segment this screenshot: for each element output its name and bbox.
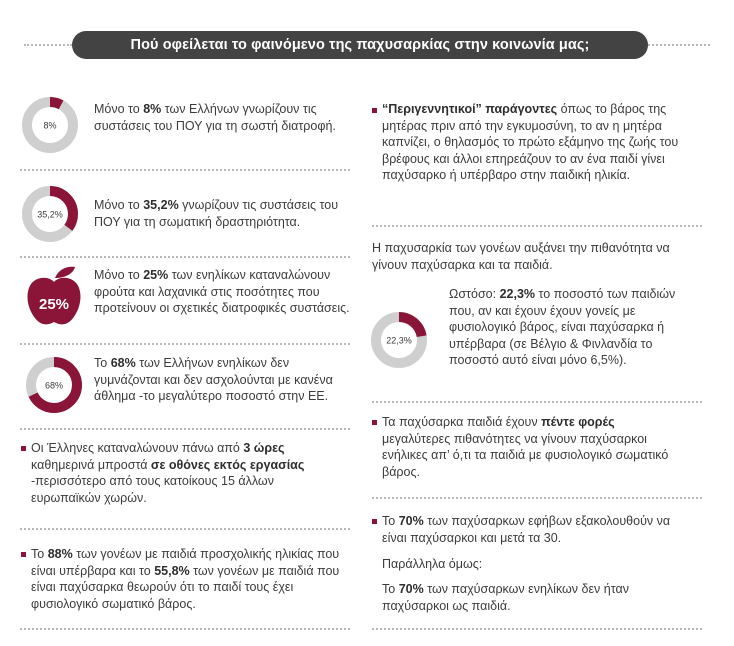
divider bbox=[372, 497, 702, 499]
parents-obesity-text: Η παχυσαρκία των γονέων αυξάνει την πιθανότητα να γίνουν παχύσαρκα και τα παιδιά. bbox=[372, 241, 670, 272]
bullet-marker bbox=[21, 446, 26, 451]
stat-25-text: Μόνο το 25% των ενηλίκων καταναλώνουν φρούτα και λαχανικά στις ποσότητες που προτείνουν οι σχετικές διατροφικές συστάσεις. bbox=[94, 268, 350, 315]
five-times-text: Τα παχύσαρκα παιδιά έχουν πέντε φορές μεγαλύτερες πιθανότητες να γίνουν παχύσαρκοι ενήλικες απ’ ό,τι τα παιδιά με φυσιολογικό σωματικό βάρος. bbox=[382, 415, 669, 479]
screen-time-text: Οι Έλληνες καταναλώνουν πάνω από 3 ώρες καθημερινά μπροστά σε οθόνες εκτός εργασίας -περισσότερο από τους κατοίκους 15 άλλων ευρωπαϊκών χωρών. bbox=[31, 441, 305, 505]
bullet-marker bbox=[21, 552, 26, 557]
divider bbox=[20, 628, 350, 630]
donut-chart-68 bbox=[25, 356, 83, 414]
bullet-marker bbox=[372, 420, 377, 425]
divider bbox=[20, 169, 350, 171]
parents-perception-text: Το 88% των γονέων με παιδιά προσχολικής ηλικίας που είναι υπέρβαρα και το 55,8% των γονέων με παιδιά που είναι παχύσαρκα θεωρούν ότι το παιδί τους έχει φυσιολογικό σωματικό βάρος. bbox=[31, 547, 340, 611]
donut-chart-35 bbox=[21, 185, 79, 243]
teens-70-text: Το 70% των παχύσαρκων εφήβων εξακολουθούν να είναι παχύσαρκοι και μετά τα 30. bbox=[382, 514, 671, 545]
divider bbox=[20, 428, 350, 430]
divider bbox=[372, 225, 702, 227]
stat-68-text: Το 68% των Ελλήνων ενηλίκων δεν γυμνάζονται και δεν ασχολούνται με κανένα άθλημα -το μεγαλύτερο ποσοστό στην ΕΕ. bbox=[94, 356, 333, 403]
divider bbox=[20, 256, 350, 258]
donut-label: 22,3% bbox=[386, 335, 412, 346]
divider bbox=[20, 528, 350, 530]
stat-35-text: Μόνο το 35,2% γνωρίζουν τις συστάσεις του ΠΟΥ για τη σωματική δραστηριότητα. bbox=[94, 198, 339, 229]
donut-label: 68% bbox=[44, 380, 64, 391]
apple-icon bbox=[25, 264, 83, 328]
divider bbox=[372, 628, 702, 630]
divider bbox=[372, 401, 702, 403]
bullet-marker bbox=[372, 108, 377, 113]
title-divider-left bbox=[24, 44, 72, 46]
donut-chart-8 bbox=[21, 96, 79, 154]
parallel-text: Παράλληλα όμως: bbox=[382, 557, 483, 571]
stat-22-text: Ωστόσο: 22,3% το ποσοστό των παιδιών που, αν και έχουν έχουν γονείς με φυσιολογικό βάρος, είναι παχύσαρκα ή υπέρβαρα (σε Βέλγιο & Φινλανδία το ποσοστό αυτό είναι μόνο 6,5%). bbox=[449, 287, 676, 367]
apple-label: 25% bbox=[38, 296, 70, 313]
divider bbox=[20, 343, 350, 345]
donut-label: 35,2% bbox=[37, 209, 63, 220]
page-title: Πού οφείλεται το φαινόμενο της παχυσαρκίας στην κοινωνία μας; bbox=[72, 31, 648, 59]
bullet-marker bbox=[372, 519, 377, 524]
adults-70-text: Το 70% των παχύσαρκων ενηλίκων δεν ήταν παχύσαρκοι ως παιδιά. bbox=[382, 582, 629, 613]
stat-8-text: Μόνο το 8% των Ελλήνων γνωρίζουν τις συστάσεις του ΠΟΥ για τη σωστή διατροφή. bbox=[94, 102, 336, 133]
perinatal-text: “Περιγεννητικοί” παράγοντες όπως το βάρος της μητέρας πριν από την εγκυμοσύνη, το αν η μητέρα καπνίζει, ο θηλασμός το πρώτο εξάμηνο της ζωής του βρέφους και άλλοι επηρεάζουν το αν ένα παιδί γίνει παχύσαρκο ή υπέρβαρο στην παιδική ηλικία. bbox=[382, 102, 679, 182]
donut-chart-22 bbox=[370, 311, 428, 369]
donut-label: 8% bbox=[43, 120, 57, 131]
title-divider-right bbox=[648, 44, 710, 46]
